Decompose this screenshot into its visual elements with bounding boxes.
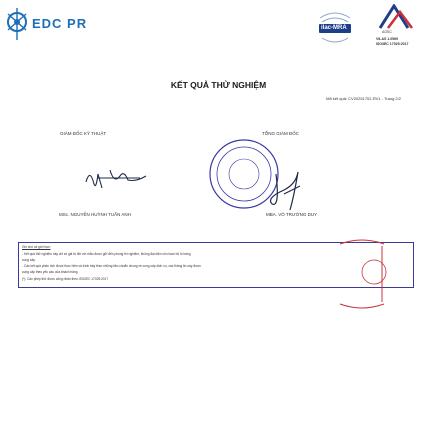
report-number: Mã kết quả: CV20251702-RV1 - Trang 2/2	[326, 96, 401, 101]
vilas-code: VILAS 1.0569	[376, 37, 398, 41]
ilac-mra-label: ilac-MRA	[321, 25, 347, 31]
page-title: KẾT QUẢ THỬ NGHIỆM	[170, 80, 267, 90]
notes-line: - Các kết quả phân tích được thực hiện và trình bày theo những tiêu chuẩn chung về cung cấp dịch vụ, các thông tin này được	[22, 264, 201, 268]
iso-standard: ISO/IEC 17025:2017	[376, 42, 409, 46]
right-signatory-role: TỔNG GIÁM ĐỐC	[262, 131, 299, 136]
left-signature	[80, 160, 170, 194]
notes-line: cung cấp.	[22, 258, 36, 262]
right-signatory-name: MBA. VÕ TRƯỜNG DUY	[266, 212, 318, 217]
notes-line: - Kết quả thử nghiệm này chỉ có giá trị đối với mẫu được gửi đến phòng thí nghiệm, không đại diện cho toàn bộ lô hàng	[22, 252, 191, 256]
right-signature	[254, 168, 314, 212]
left-signatory-role: GIÁM ĐỐC KỸ THUẬT	[60, 131, 107, 136]
ilac-mra-logo	[316, 6, 354, 46]
seal-stamp	[334, 234, 390, 314]
notes-line: (*): Các phép thử được công nhận theo ISO/IEC 17025:2017	[22, 277, 109, 281]
company-logo	[4, 6, 30, 42]
notes-line: cung cấp theo yêu cầu của khách hàng	[22, 270, 78, 274]
notes-header: Ghi chú và giới hạn:	[22, 245, 51, 249]
company-name: EDC PR	[32, 16, 88, 31]
aosc-logo	[376, 4, 416, 30]
aosc-label: AOSC	[382, 30, 392, 34]
left-signatory-name: MSc. NGUYỄN HUỲNH TUẤN ANH	[59, 212, 131, 217]
